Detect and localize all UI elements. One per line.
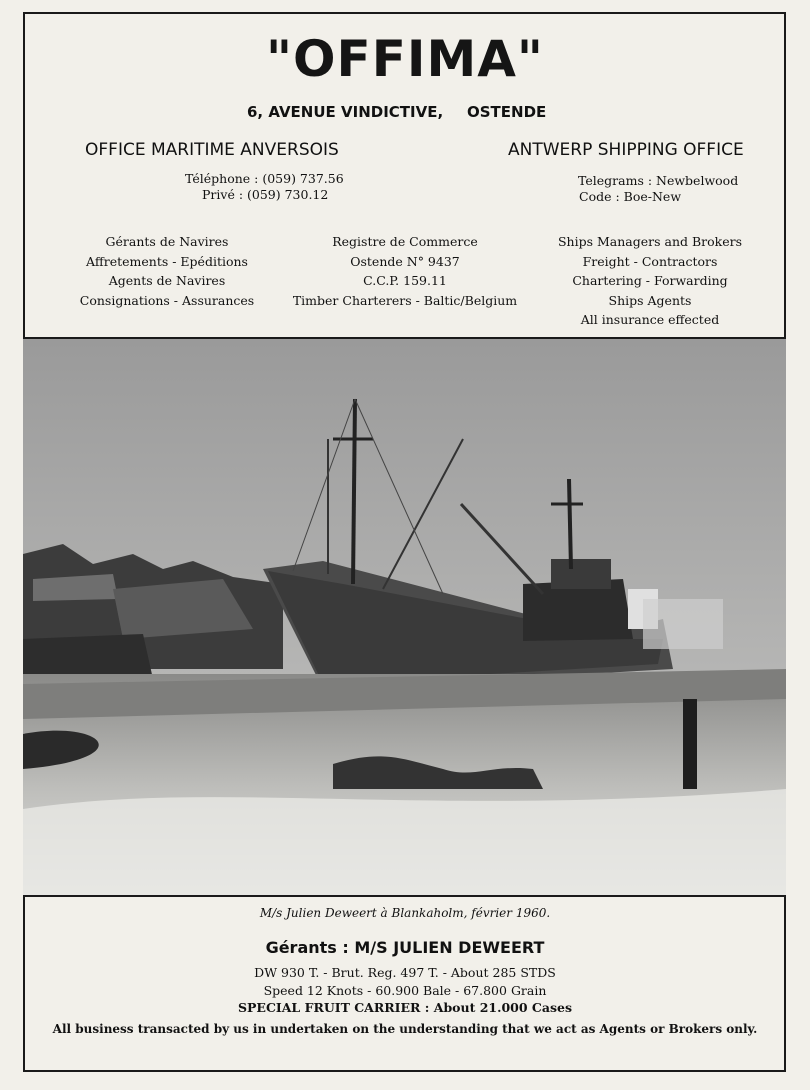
service-item: Chartering - Forwarding	[572, 273, 728, 288]
telephone: Téléphone : (059) 737.56	[185, 171, 344, 186]
service-item: Ships Managers and Brokers	[557, 234, 743, 249]
telegrams: Telegrams : Newbelwood	[578, 173, 739, 188]
service-item: All insurance effected	[580, 312, 720, 327]
fruit-carrier-line: SPECIAL FRUIT CARRIER : About 21.000 Cases	[237, 1000, 572, 1015]
service-item: Affretements - Epéditions	[86, 253, 248, 269]
registry-item: Ostende N° 9437	[350, 253, 460, 269]
registry-info	[290, 232, 520, 310]
registry-item: Registre de Commerce	[332, 234, 478, 249]
code: Code : Boe-New	[579, 189, 682, 204]
business-terms: All business transacted by us in undertaken on the understanding that we act as Agents or Brokers only.	[52, 1022, 758, 1036]
registry-item: C.C.P. 159.11	[363, 273, 447, 288]
services-english	[550, 232, 750, 330]
office-name-english: ANTWERP SHIPPING OFFICE	[508, 140, 744, 160]
service-item: Agents de Navires	[108, 273, 226, 288]
photo-caption: M/s Julien Deweert à Blankaholm, février 1960.	[259, 906, 551, 920]
address-street: 6, AVENUE VINDICTIVE,	[247, 103, 444, 121]
service-item: Freight - Contractors	[582, 253, 718, 269]
services-french	[72, 232, 262, 310]
registry-item: Timber Charterers - Baltic/Belgium	[292, 292, 518, 308]
ship-photo-illustration	[23, 339, 786, 897]
ship-specs-1: DW 930 T. - Brut. Reg. 497 T. - About 285 STDS	[254, 965, 556, 980]
page-title: "OFFIMA"	[266, 30, 544, 88]
managers-heading: Gérants : M/S JULIEN DEWEERT	[265, 938, 545, 957]
office-name-french: OFFICE MARITIME ANVERSOIS	[85, 140, 339, 160]
ship-specs-2: Speed 12 Knots - 60.900 Bale - 67.800 Grain	[263, 983, 547, 998]
service-item: Gérants de Navires	[105, 234, 229, 249]
address-city: OSTENDE	[467, 103, 547, 121]
service-item: Ships Agents	[608, 292, 692, 308]
ship-photo	[23, 337, 786, 897]
service-item: Consignations - Assurances	[79, 292, 255, 308]
private-phone: Privé : (059) 730.12	[202, 187, 329, 202]
